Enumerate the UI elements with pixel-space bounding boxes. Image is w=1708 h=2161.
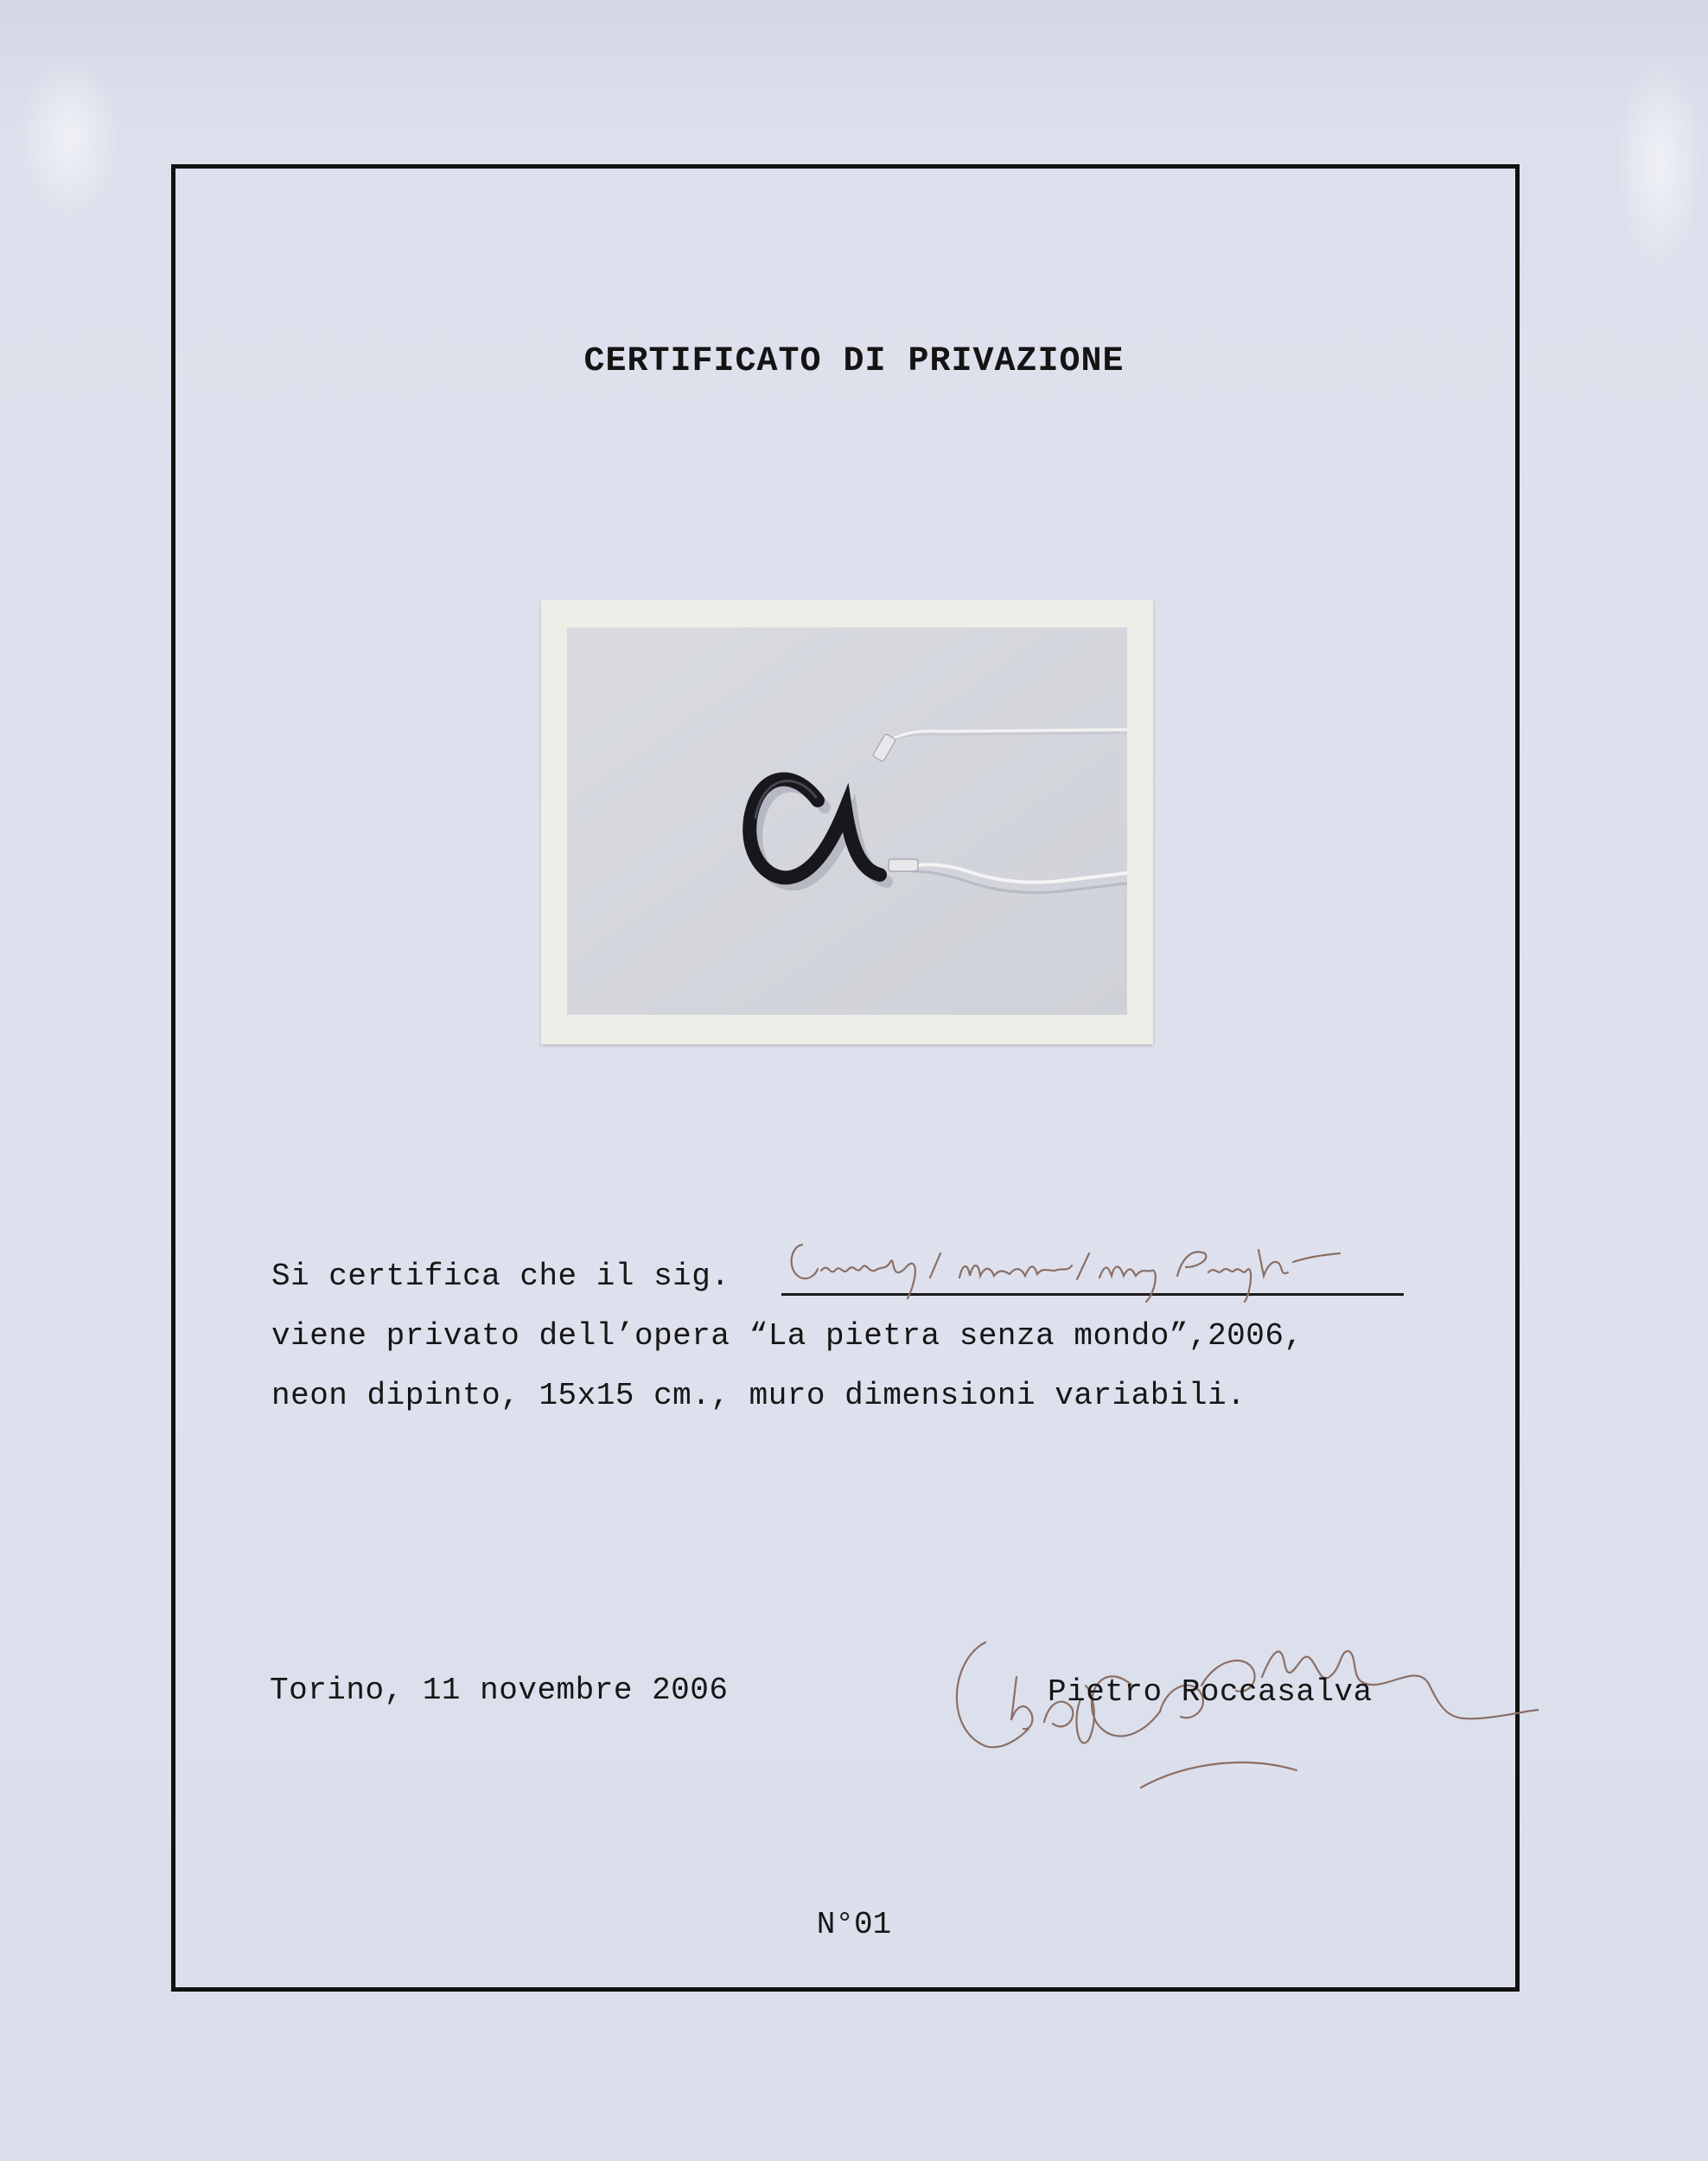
paper-wear-mark xyxy=(1616,52,1703,277)
body-line-3: neon dipinto, 15x15 cm., muro dimensioni variabili. xyxy=(271,1378,1246,1413)
place-and-date: Torino, 11 novembre 2006 xyxy=(270,1673,729,1708)
paper-wear-mark xyxy=(17,52,121,225)
edition-number: N°01 xyxy=(816,1907,892,1942)
artwork-photo-image xyxy=(567,628,1127,1015)
body-line-2: viene privato dell’opera “La pietra senza mondo”,2006, xyxy=(271,1318,1303,1354)
artist-signature xyxy=(934,1625,1539,1798)
artist-name: Pietro Roccasalva xyxy=(1048,1674,1373,1710)
artwork-photo xyxy=(541,600,1153,1044)
neon-alpha-illustration xyxy=(567,628,1127,1015)
certificate-title: CERTIFICATO DI PRIVAZIONE xyxy=(583,342,1125,381)
certifies-text: Si certifica che il sig. xyxy=(271,1259,730,1294)
handwritten-recipient-name xyxy=(778,1227,1495,1305)
body-line-1 xyxy=(271,1259,730,1294)
